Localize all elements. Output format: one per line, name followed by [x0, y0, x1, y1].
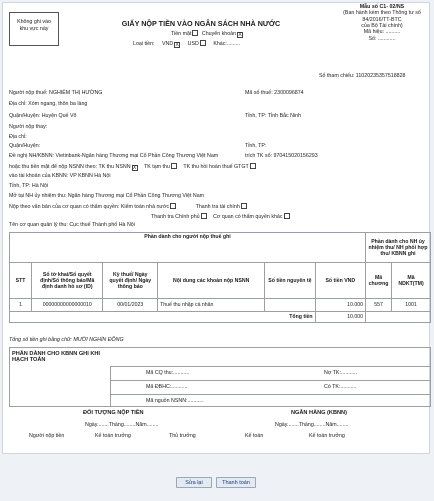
per-doc-fin-inspect-checkbox[interactable] [241, 203, 247, 209]
kbnn-ma-nguon: Mã nguồn NSNN:........... [146, 398, 204, 404]
payer-address-label: Địa chỉ: [9, 101, 27, 107]
kbnn-co-tk: Có TK:........... [324, 384, 357, 390]
payer-district-row [9, 113, 76, 119]
per-doc-audit-checkbox[interactable] [170, 203, 176, 209]
payment-type-cash-checkbox[interactable] [192, 30, 198, 36]
currency-other-label: Khác:......... [213, 41, 241, 47]
open-bank-label: Mở tại NH ủy nhiệm thu: [9, 193, 67, 199]
payer-on-behalf: Người nộp thay: [9, 124, 48, 130]
total-vnd: 10.000 [315, 312, 365, 323]
transfer-option-vat-label: TK thu hồi hoàn thuế GTGT [183, 164, 249, 170]
payer-on-behalf-province: Tỉnh, TP: [245, 143, 267, 149]
per-doc-fin-inspect-label: Thanh tra tài chính [195, 204, 240, 210]
cell-vnd-amount: 10.000 [315, 299, 365, 312]
bank-role-chief-accountant: Kế toán trưởng [309, 433, 345, 439]
reference-number: Số tham chiếu: 11020235357518828 [319, 73, 406, 79]
cell-stt: 1 [10, 299, 32, 312]
transfer-option-nsnn-checkbox[interactable]: X [132, 165, 137, 171]
transfer-options-row [9, 163, 258, 171]
payer-district-label: Quận/Huyện: [9, 113, 41, 119]
payer-name-label: Người nộp thuế: [9, 90, 48, 96]
payer-signature-date: Ngày........Tháng........Năm........ [85, 422, 159, 428]
kbnn-accounting-section [9, 347, 431, 407]
kbnn-ma-dbhc: Mã ĐBHC:........... [146, 384, 188, 390]
bank-request-label: Đề nghị NH/KBNN: [9, 153, 55, 159]
currency-usd-checkbox[interactable] [200, 40, 206, 46]
pay-button[interactable]: Thanh toán [216, 477, 256, 488]
cell-content: Thuế thu nhập cá nhân [158, 299, 265, 312]
reserved-area-line-2: khu vực này [19, 25, 49, 32]
transfer-option-vat-checkbox[interactable] [250, 163, 256, 169]
form-code-line-3: của Bộ Tài chính) [361, 23, 403, 30]
open-bank-row [9, 193, 204, 199]
payer-province-row [245, 113, 301, 119]
cell-period: 00/01/2023 [103, 299, 158, 312]
document-title: GIẤY NỘP TIỀN VÀO NGÂN SÁCH NHÀ NƯỚC [121, 19, 281, 28]
bank-section-header: Phần dành cho NH ủy nhiệm thu/ NH phối hợp thu/ KBNN ghi [366, 233, 431, 263]
column-header-chapter: Mã chương [366, 263, 392, 299]
bank-account-row [245, 153, 318, 159]
form-ma-hieu: Mã hiệu: .......... [363, 29, 401, 36]
payer-role-payer: Người nộp tiền [29, 433, 65, 439]
payer-role-chief-accountant: Kế toán trưởng [95, 433, 131, 439]
payment-type-transfer-label: Chuyển khoản [201, 31, 237, 37]
tax-code-label: Mã số thuế: [245, 90, 273, 96]
bank-request-row [9, 153, 218, 159]
payer-province-label: Tỉnh, TP: [245, 113, 267, 119]
column-header-stt: STT [10, 263, 32, 299]
column-header-content: Nội dung các khoản nộp NSNN [158, 263, 265, 299]
amount-in-words: Tổng số tiền ghi bằng chữ: MƯỜI NGHÌN ĐỒNG [9, 337, 124, 343]
per-doc-audit-label: Kiểm toán nhà nước [120, 204, 170, 210]
table-row [10, 299, 431, 312]
reserved-area-line-1: Không ghi vào [17, 19, 51, 25]
kbnn-divider-1 [110, 366, 430, 367]
per-doc-other-label: Cơ quan có thẩm quyền khác [213, 214, 283, 220]
transfer-option-temp-checkbox[interactable] [171, 163, 177, 169]
payer-name-row [9, 90, 102, 96]
bank-account-value: 970415020156293 [273, 153, 318, 159]
payer-district-value: Huyện Quế Võ [41, 113, 77, 119]
form-code: Mẫu số C1- 02/NS [359, 4, 405, 10]
currency-row [133, 40, 240, 48]
cell-doc: 00000000000000010 [32, 299, 103, 312]
column-header-doc: Số tờ khai/Số quyết định/Số thông báo/Mã định danh hồ sơ (ID) [32, 263, 103, 299]
reserved-area-box [9, 12, 59, 46]
transfer-line-label: hoặc thu tiền mặt để nộp NSNN theo: [9, 164, 98, 170]
bank-signature-title: NGÂN HÀNG (KBNN) [291, 410, 347, 416]
column-header-vnd-amount: Số tiền VND [315, 263, 365, 299]
agency-row [9, 222, 135, 228]
kbnn-province-row [9, 183, 48, 189]
payer-on-behalf-district: Quận/Huyện: [9, 143, 41, 149]
cell-orig-amount [265, 299, 315, 312]
cell-ndkt: 1001 [392, 299, 431, 312]
tax-code-value: 2300096874 [274, 90, 304, 96]
form-code-line-2: 84/2016/TT-BTC [362, 16, 402, 23]
total-row [10, 312, 431, 323]
kbnn-value: VP KBNN Hà Nội [69, 173, 111, 179]
currency-vnd-checkbox[interactable]: X [175, 42, 179, 48]
payment-items-table [9, 232, 431, 323]
transfer-option-nsnn-label: TK thu NSNN [98, 164, 131, 170]
payer-province-value: Tỉnh Bắc Ninh [267, 113, 302, 119]
total-label: Tổng tiền [10, 312, 316, 323]
payer-section-header: Phần dành cho người nộp thuế ghi [10, 233, 366, 263]
total-bank-empty [366, 312, 431, 323]
bank-request-value: Vietinbank-Ngân hàng Thương mại Cổ Phần Công Thương Việt Nam [55, 153, 219, 159]
tax-code-row [245, 90, 304, 96]
bank-role-accountant: Kế toán [245, 433, 264, 439]
kbnn-divider-v [110, 366, 111, 407]
payment-type-transfer-checkbox[interactable]: X [238, 32, 242, 38]
kbnn-province-value: Hà Nội [31, 183, 49, 189]
payer-address-row [9, 101, 87, 107]
per-doc-label: Nộp theo văn bản của cơ quan có thẩm quyền: [9, 204, 120, 210]
payment-type-cash-label: Tiền mặt [171, 31, 192, 37]
edit-button[interactable]: Sửa lại [176, 477, 212, 488]
per-doc-other-checkbox[interactable] [284, 213, 290, 219]
bank-account-label: trích TK số: [245, 153, 272, 159]
cell-chapter: 557 [366, 299, 392, 312]
form-code-line-1: (Ban hành kèm theo Thông tư số [343, 10, 421, 17]
kbnn-label: vào tài khoản của KBNN: [9, 173, 69, 179]
kbnn-ma-cq-thu: Mã CQ thu:........... [146, 370, 190, 376]
payer-address-value: Xóm ngang, thôn ba làng [28, 101, 88, 107]
payer-signature-title: ĐỐI TƯỢNG NỘP TIỀN [83, 410, 144, 416]
kbnn-section-title: PHẦN DÀNH CHO KBNN GHI KHI HẠCH TOÁN [12, 351, 100, 363]
agency-value: Cục thuế Thành phố Hà Nội [69, 222, 135, 228]
kbnn-divider-3 [110, 394, 430, 395]
currency-vnd-label: VND [161, 41, 174, 47]
payer-name-value: NGHIÊM THỊ HƯỜNG [49, 90, 103, 96]
kbnn-province-label: Tỉnh, TP: [9, 183, 31, 189]
per-doc-row-2 [151, 213, 292, 220]
open-bank-value: Ngân hàng Thương mại Cổ Phần Công Thương Việt Nam [67, 193, 205, 199]
kbnn-divider-2 [110, 380, 430, 381]
form-so: Số: ............ [368, 35, 396, 42]
kbnn-no-tk: Nợ TK:........... [324, 370, 358, 376]
payer-on-behalf-address: Địa chỉ: [9, 134, 27, 140]
column-header-ndkt: Mã NDKT(TM) [392, 263, 431, 299]
agency-label: Tên cơ quan quản lý thu: [9, 222, 68, 228]
transfer-option-temp-label: TK tạm thu [144, 164, 170, 170]
column-header-orig-amount: Số tiền nguyên tệ [265, 263, 315, 299]
kbnn-row [9, 173, 111, 179]
payment-type-row [171, 30, 245, 38]
currency-usd-label: USD [187, 41, 199, 47]
column-header-period: Kỳ thuế/ Ngày quyết định/ Ngày thông báo [103, 263, 158, 299]
per-doc-gov-inspect-label: Thanh tra Chính phủ [151, 214, 200, 220]
payer-role-head: Thủ trưởng [169, 433, 196, 439]
bank-signature-date: Ngày........Tháng........Năm........ [275, 422, 349, 428]
per-doc-gov-inspect-checkbox[interactable] [201, 213, 207, 219]
form-code-block [333, 4, 431, 42]
per-doc-row [9, 203, 249, 210]
payment-form [2, 2, 430, 454]
currency-label: Loại tiền: [133, 41, 155, 47]
